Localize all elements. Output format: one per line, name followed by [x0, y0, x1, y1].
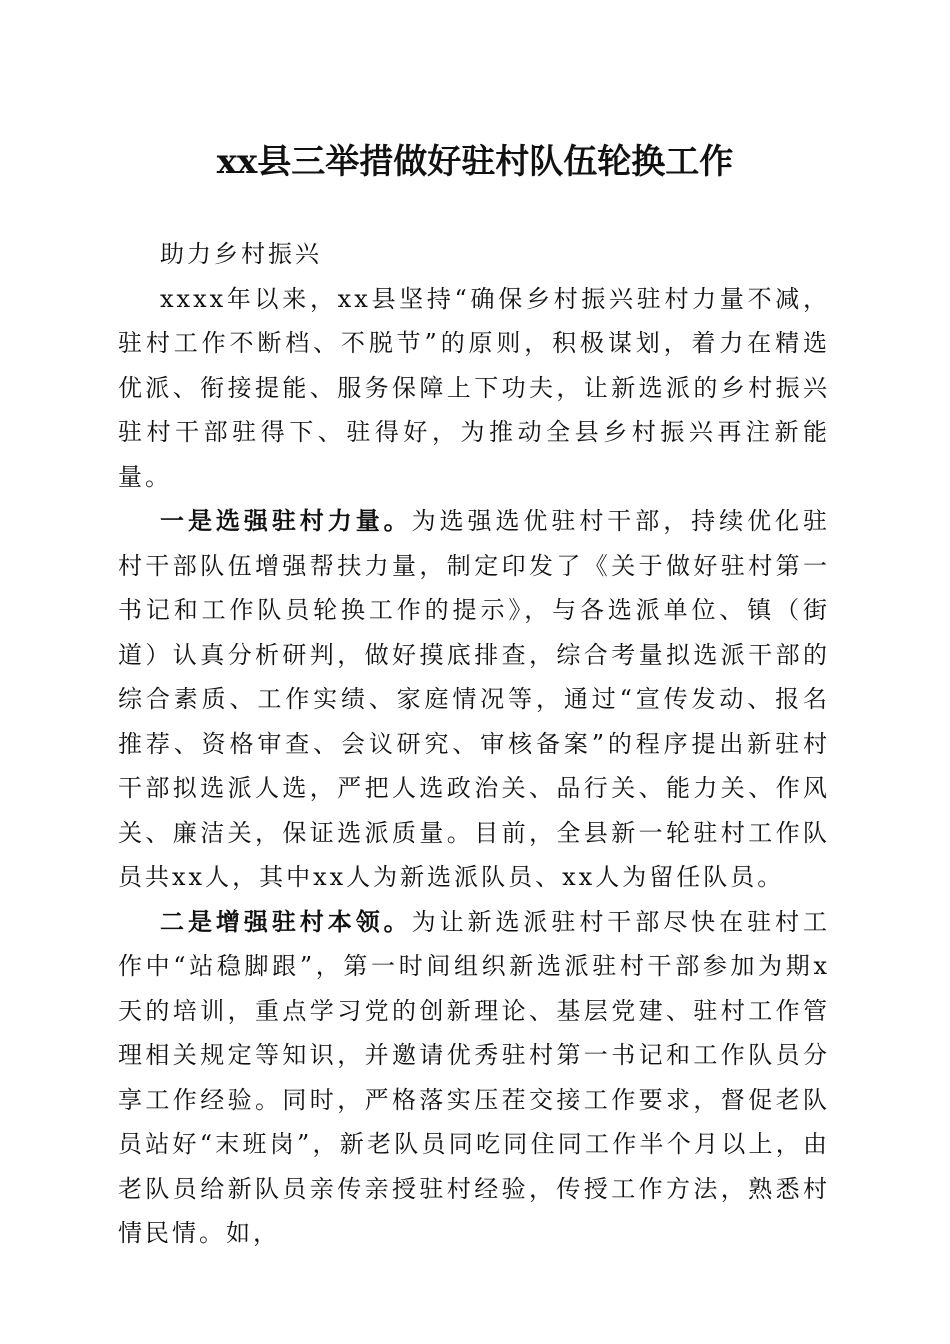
section-1-paragraph: [118, 499, 830, 900]
section-1-lead: 一是选强驻村力量。: [160, 506, 412, 535]
document-title: xx县三举措做好驻村队伍轮换工作: [216, 142, 734, 182]
subtitle-line: 助力乡村振兴: [160, 240, 322, 268]
intro-paragraph: xxxx年以来，xx县坚持“确保乡村振兴驻村力量不减，驻村工作不断档、不脱节”的原则，积极谋划，着力在精选优派、衔接提能、服务保障上下功夫，让新选派的乡村振兴驻村干部驻得下、驻得好，为推动全县乡村振兴再注新能量。: [118, 284, 830, 491]
section-2-text: 为让新选派驻村干部尽快在驻村工作中“站稳脚跟”，第一时间组织新选派驻村干部参加为期x天的培训，重点学习党的创新理论、基层党建、驻村工作管理相关规定等知识，并邀请优秀驻村第一书记和工作队员分享工作经验。同时，严格落实压茬交接工作要求，督促老队员站好“末班岗”，新老队员同吃同住同工作半个月以上，由老队员给新队员亲传亲授驻村经验，传授工作方法，熟悉村情民情。如，: [118, 907, 830, 1247]
section-1-text: 为选强选优驻村干部，持续优化驻村干部队伍增强帮扶力量，制定印发了《关于做好驻村第一书记和工作队员轮换工作的提示》，与各选派单位、镇（街道）认真分析研判，做好摸底排查，综合考量拟选派干部的综合素质、工作实绩、家庭情况等，通过“宣传发动、报名推荐、资格审查、会议研究、审核备案”的程序提出新驻村干部拟选派人选，严把人选政治关、品行关、能力关、作风关、廉洁关，保证选派质量。目前，全县新一轮驻村工作队员共xx人，其中xx人为新选派队员、xx人为留任队员。: [118, 507, 830, 891]
document-body: [118, 232, 830, 1256]
section-2-lead: 二是增强驻村本领。: [160, 906, 412, 936]
section-2-paragraph: [118, 900, 830, 1256]
